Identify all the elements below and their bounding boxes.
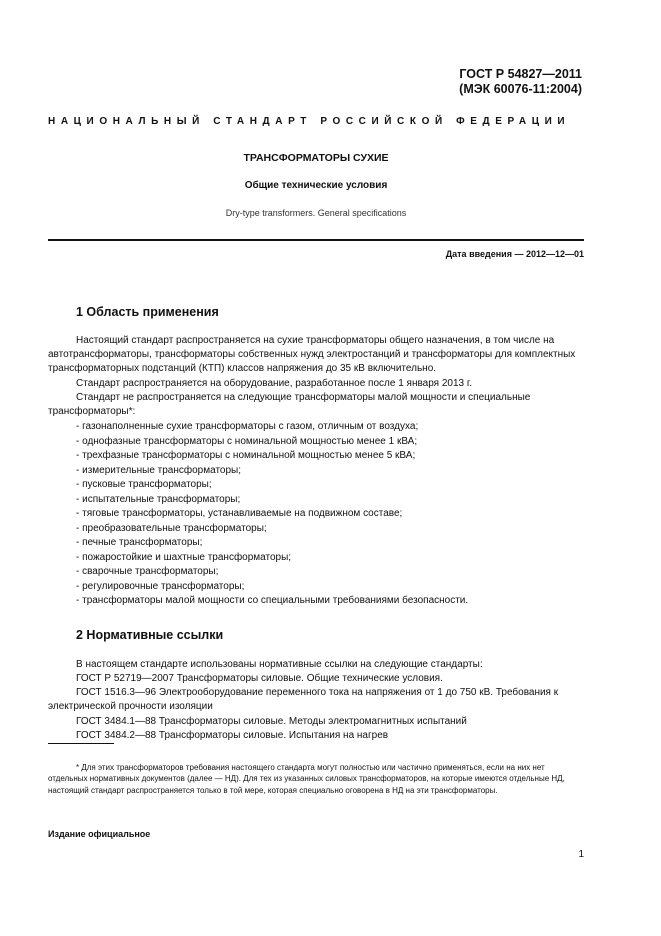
edition-label: Издание официальное (48, 829, 151, 839)
reference-item: ГОСТ Р 52719—2007 Трансформаторы силовые. Общие технические условия. (76, 673, 443, 684)
section-1-heading: 1 Область применения (76, 305, 219, 319)
list-item: - регулировочные трансформаторы; (76, 580, 245, 592)
footnote-separator (48, 743, 114, 744)
section-1-paragraph-1: Настоящий стандарт распространяется на сухие трансформаторы общего назначения, в том числе на автотрансформаторы, трансформаторы собственных нужд электростанций и трансформаторы для комплектных трансформаторных подстанций (КТП) классов напряжения до 35 кВ включительно. (48, 335, 576, 375)
list-item: - однофазные трансформаторы с номинальной мощностью менее 1 кВА; (76, 435, 418, 447)
title-divider (48, 239, 584, 241)
list-item: - тяговые трансформаторы, устанавливаемые на подвижном составе; (76, 508, 403, 519)
section-2-intro: В настоящем стандарте использованы нормативные ссылки на следующие стандарты: (76, 659, 483, 670)
list-item: - пусковые трансформаторы; (76, 479, 212, 490)
footnote: * Для этих трансформаторов требования настоящего стандарта могут полностью или частично применяться, если на них нет отдельных нормативных документов (далее — НД). Для тех из указанных силовых трансформаторов, на которые имеются отдельные НД, настоящий стандарт распространяется только в той мере, которая специально оговорена в НД на эти трансформаторы. (48, 763, 565, 795)
list-item: - сварочные трансформаторы; (76, 566, 219, 577)
list-item: - преобразовательные трансформаторы; (76, 522, 267, 534)
list-item: - трехфазные трансформаторы с номинальной мощностью менее 5 кВА; (76, 450, 416, 461)
standard-code: ГОСТ Р 54827—2011 (459, 67, 582, 81)
list-item: - пожаростойкие и шахтные трансформаторы; (76, 551, 292, 563)
list-item: - измерительные трансформаторы; (76, 464, 242, 476)
document-subtitle: Общие технические условия (244, 180, 388, 191)
list-item: - газонаполненные сухие трансформаторы с газом, отличным от воздуха; (76, 421, 419, 432)
list-item: - печные трансформаторы; (76, 537, 203, 548)
english-title: Dry-type transformers. General specifications (225, 208, 407, 218)
list-item: - трансформаторы малой мощности со специальными требованиями безопасности. (76, 595, 469, 606)
excluded-transformers-list (76, 420, 468, 609)
reference-item: ГОСТ 3484.2—88 Трансформаторы силовые. Испытания на нагрев (76, 730, 389, 741)
page-number: 1 (578, 849, 584, 860)
reference-item: ГОСТ 1516.3—96 Электрооборудование переменного тока на напряжения от 1 до 750 кВ. Требования к электрической прочности изоляции (48, 687, 559, 713)
document-title: ТРАНСФОРМАТОРЫ СУХИЕ (243, 152, 389, 164)
section-1-paragraph-2: Стандарт распространяется на оборудование, разработанное после 1 января 2013 г. (76, 378, 473, 389)
reference-item: ГОСТ 3484.1—88 Трансформаторы силовые. Методы электромагнитных испытаний (76, 716, 467, 727)
list-item: - испытательные трансформаторы; (76, 493, 241, 505)
national-standard-banner: НАЦИОНАЛЬНЫЙ СТАНДАРТ РОССИЙСКОЙ ФЕДЕРАЦИИ (48, 116, 571, 127)
section-1-paragraph-3: Стандарт не распространяется на следующие трансформаторы малой мощности и специальные трансформаторы*: (48, 392, 531, 418)
iec-code: (МЭК 60076-11:2004) (459, 82, 582, 96)
section-2-heading: 2 Нормативные ссылки (76, 628, 224, 642)
introduction-date: Дата введения — 2012—12—01 (445, 249, 584, 259)
